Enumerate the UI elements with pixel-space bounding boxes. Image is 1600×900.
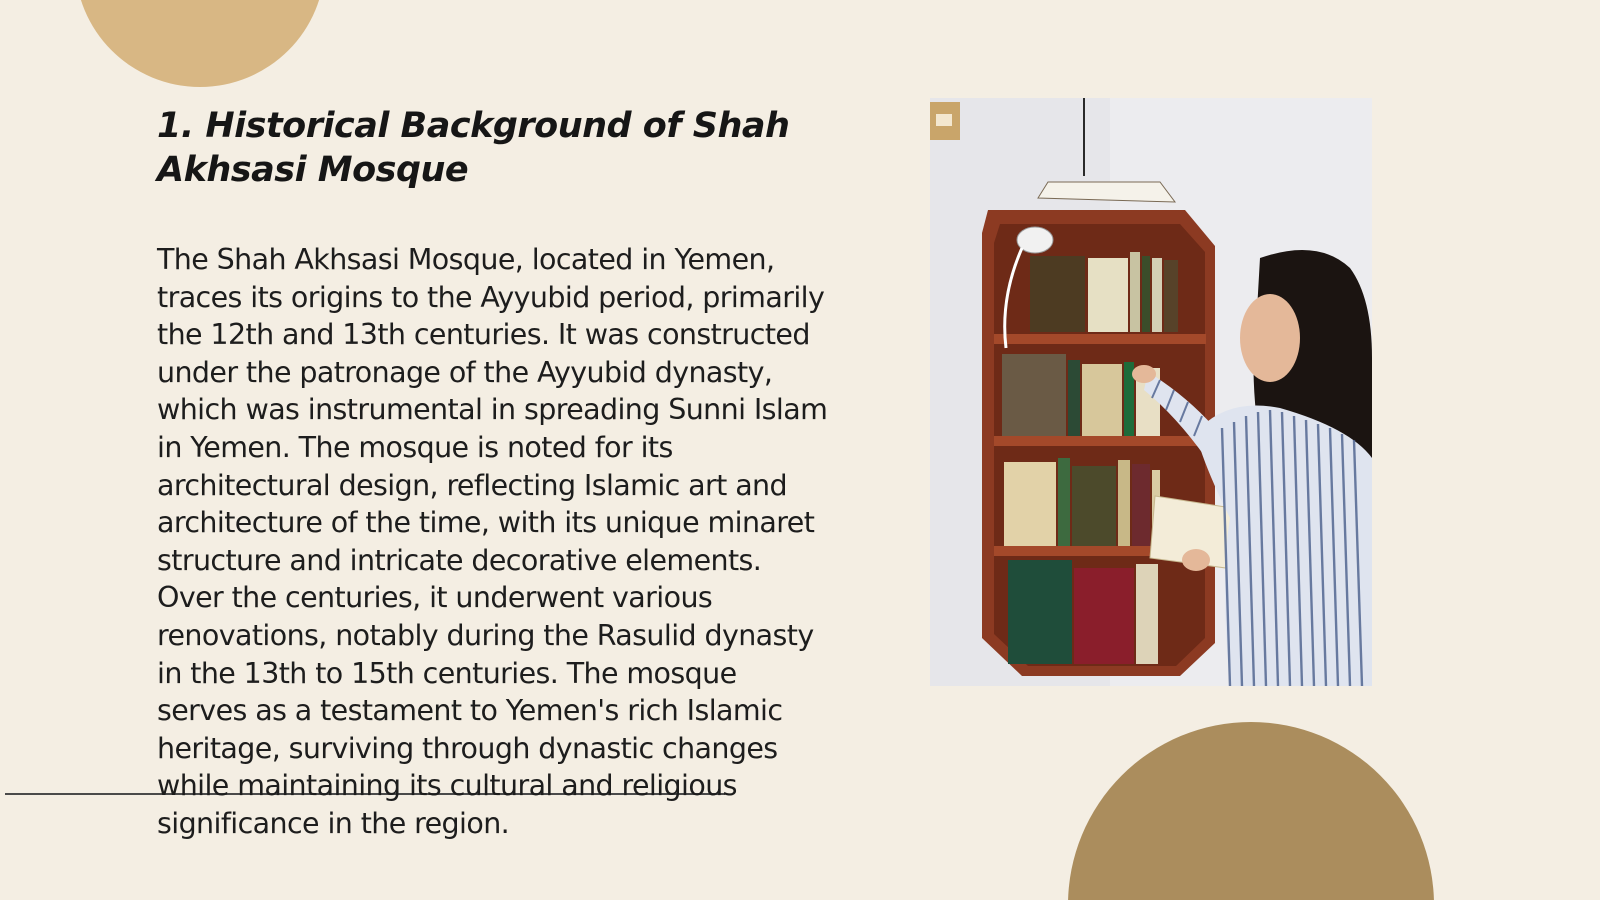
decorative-circle-bottom	[1068, 722, 1434, 900]
bookshelf-photo	[930, 98, 1372, 686]
slide-title: 1. Historical Background of Shah Akhsasi Mosque	[157, 106, 790, 190]
slide-body-text: The Shah Akhsasi Mosque, located in Yemen, traces its origins to the Ayyubid period, primarily the 12th and 13th centuries. It was constructed under the patronage of the Ayyubid dynasty, which was instrumental in spreading Sunni Islam in Yemen. The mosque is noted for its architectural design, reflecting Islamic art and architecture of the time, with its unique minaret structure and intricate decorative elements. Over the centuries, it underwent various renovations, notably during the Rasulid dynasty in the 13th to 15th centuries. The mosque serves as a testament to Yemen's rich Islamic heritage, surviving through dynastic changes while maintaining its cultural and religious significance in the region.	[157, 243, 828, 840]
decorative-circle-top	[75, 0, 325, 87]
bookshelf-photo-illustration	[930, 98, 1372, 686]
